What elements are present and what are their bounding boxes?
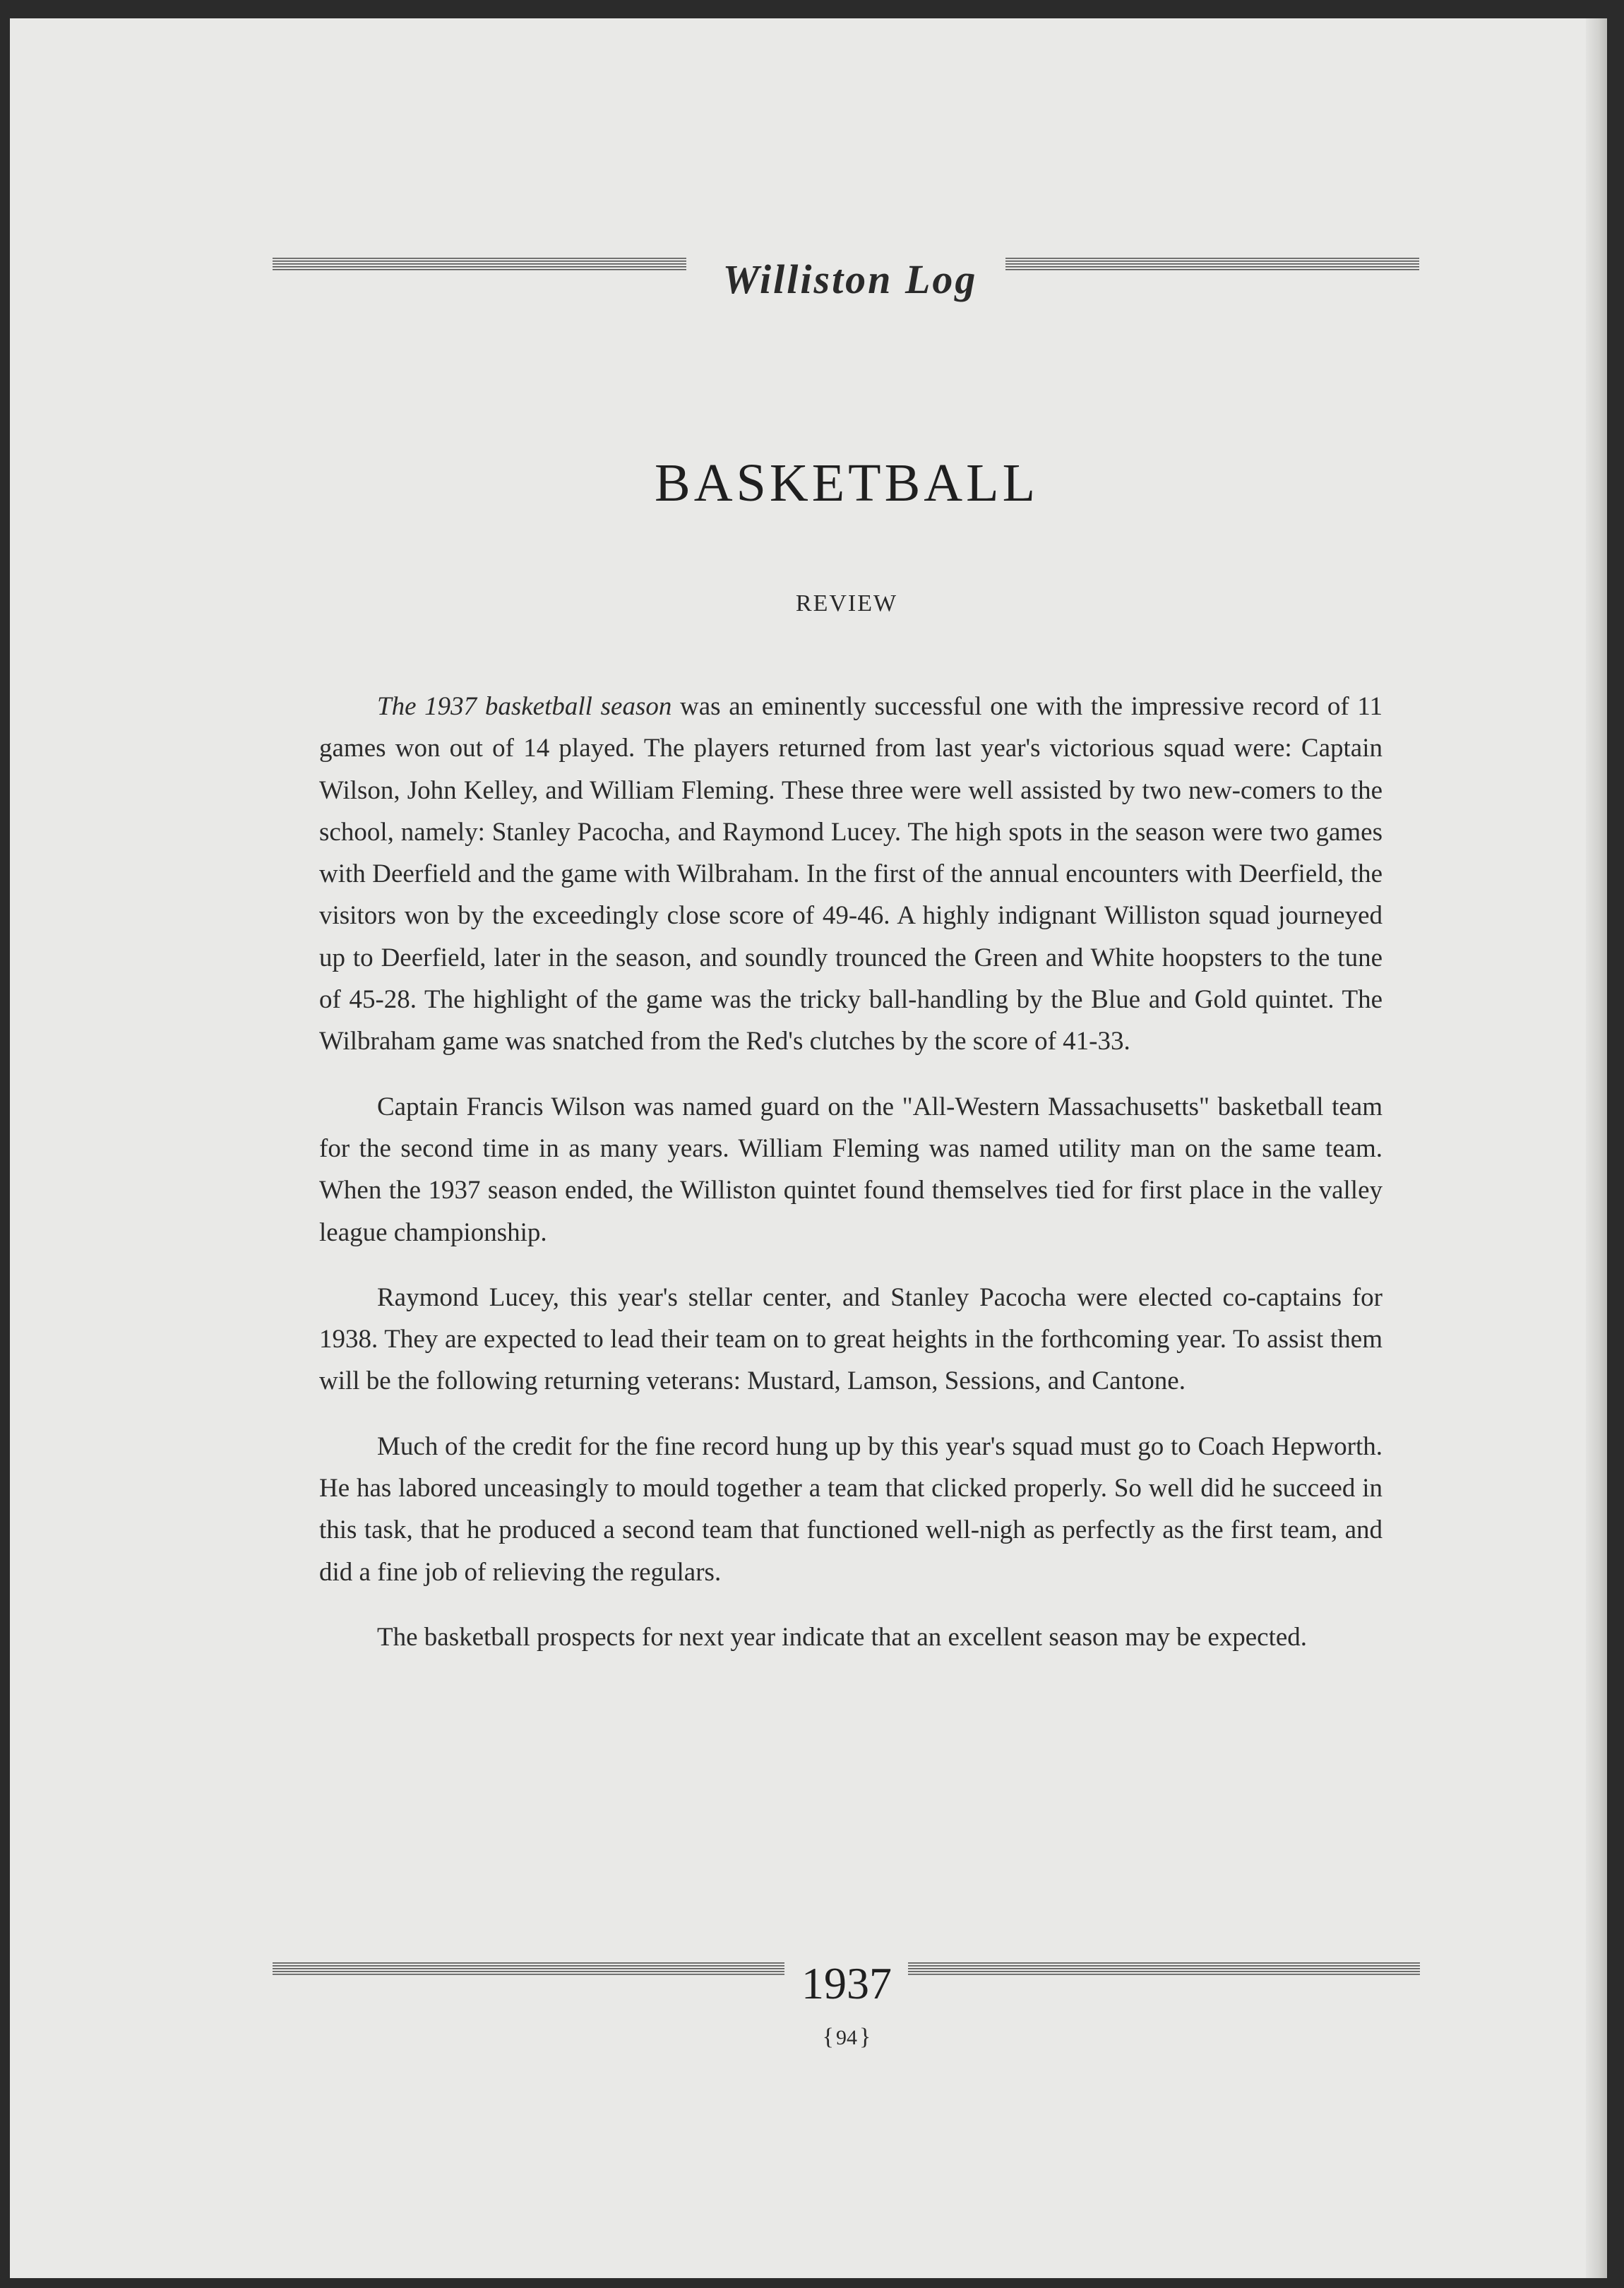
paragraph-4: Much of the credit for the fine record hung up by this year's squad must go to Coach Hepworth. He has labored unceasingly to mould together a team that clicked properly. So well did he succeed in this task, that he produced a second team that functioned well-nigh as perfectly as the first team, and did a fine job of relieving the regulars. xyxy=(319,1431,1383,1587)
paragraph-3: Raymond Lucey, this year's stellar center, and Stanley Pacocha were elected co-captains for 1938. They are expected to lead their team on to great heights in the forthcoming year. To assist them will be the following returning veterans: Mustard, Lamson, Sessions, and Cantone. xyxy=(319,1282,1383,1396)
paragraph-1-lead: The 1937 basketball season xyxy=(377,692,672,721)
section-title: BASKETBALL xyxy=(655,453,1039,513)
paragraph-5: The basketball prospects for next year indicate that an excellent season may be expected. xyxy=(377,1622,1308,1652)
header-rule-right xyxy=(1005,258,1419,270)
right-brace-ornament: } xyxy=(859,2024,871,2050)
page-edge xyxy=(1586,18,1607,2278)
section-subtitle: REVIEW xyxy=(795,590,898,616)
footer-rule-left xyxy=(273,1962,784,1975)
paragraph-2: Captain Francis Wilson was named guard on the "All-Western Massachusetts" basketball team for the second time in as many years. William Fleming was named utility man on the same team. When the 1937 season ended, the Williston quintet found themselves tied for first place in the valley league championship. xyxy=(319,1092,1383,1247)
yearbook-page xyxy=(10,18,1607,2278)
header-rule-left xyxy=(273,258,686,270)
footer-rule-right xyxy=(908,1962,1420,1975)
left-brace-ornament: { xyxy=(822,2024,834,2050)
paragraph-1-text: was an eminently successful one with the impressive record of 11 games won out of 14 played. The players returned from last year's victorious squad were: Captain Wilson, John Kelley, and William Fleming. These three were well assisted by two new-comers to the school, namely: Stanley Pacocha, and Raymond Lucey. The high spots in the season were two games with Deerfield and the game with Wilbraham. In the first of the annual encounters with Deerfield, the visitors won by the exceedingly close score of 49-46. A highly indignant Williston squad journeyed up to Deerfield, later in the season, and soundly trounced the Green and White hoopsters to the tune of 45-28. The highlight of the game was the tricky ball-handling by the Blue and Gold quintet. The Wilbraham game was snatched from the Red's clutches by the score of 41-33. xyxy=(319,692,1383,1056)
page-number xyxy=(811,2024,882,2051)
paragraph-1 xyxy=(319,686,1383,1063)
running-header-title: Williston Log xyxy=(722,256,978,302)
footer-year: 1937 xyxy=(801,1958,892,2008)
article-body xyxy=(319,686,1383,1681)
page-number-value: 94 xyxy=(836,2026,857,2049)
